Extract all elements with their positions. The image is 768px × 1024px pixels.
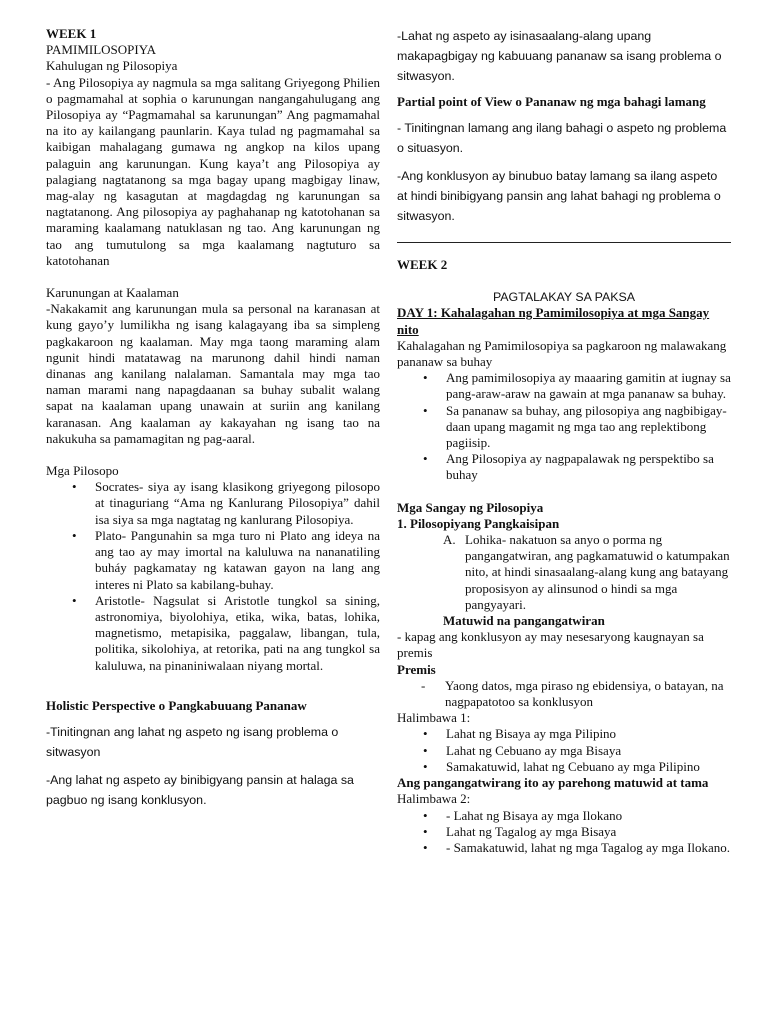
day1-heading: DAY 1: Kahalagahan ng Pamimilosopiya at mga Sangay nito: [397, 305, 710, 337]
list-item: • Plato- Pangunahin sa mga turo ni Plato ang ideya na ang tao ay may imortal na kaluluwa na nananatiling buháy pagkamatay ng katawan gayon na lang ang interes ni Plato sa kabilang-buhay.: [46, 528, 380, 593]
partial-paragraph-2: -Ang konklusyon ay binubuo batay lamang sa ilang aspeto at hindi binibigyang pansin ang lahat bahagi ng problema o sitwasyon.: [397, 169, 721, 224]
branches-heading: Mga Sangay ng Pilosopiya: [397, 499, 544, 515]
branch-1-heading: 1. Pilosopiyang Pangkaisipan: [397, 515, 560, 531]
premis-heading: Premis: [397, 661, 436, 677]
premis-list: [397, 678, 731, 710]
example-1-label: Halimbawa 1:: [397, 710, 471, 726]
list-item: - Yaong datos, mga piraso ng ebidensiya, o batayan, na nagpapatotoo sa konklusyon: [397, 678, 731, 710]
list-item: • Lahat ng Bisaya ay mga Pilipino: [397, 726, 731, 742]
partial-heading: Partial point of View o Pananaw ng mga bahagi lamang: [397, 94, 706, 109]
knowledge-paragraph: -Nakakamit ang karunungan mula sa personal na karanasan at kung gayo’y lumilikha ng isang kalagayang iba sa simpleng pagkakaroon ng kaalaman. May mga taong maraming alam ngunit hindi matatawag na marunong dahil hindi naman dinanas ang kanilang nalalaman. Samantala may mga tao naman marami nang napagdaanan sa buhay subalit walang sapat na kaalaman upang unawain at suriin ang kanilang karanasan. Ang kaalaman ay kakayahan ng isang tao na nakukuha sa pamamagitan ng pag-aaral.: [46, 301, 380, 446]
section-divider: [397, 242, 731, 243]
right-column: [397, 26, 731, 856]
holistic-heading: Holistic Perspective o Pangkabuuang Pananaw: [46, 697, 307, 713]
logic-item: [397, 532, 731, 613]
left-column: [46, 26, 380, 810]
knowledge-heading: Karunungan at Kaalaman: [46, 285, 179, 301]
list-item: • Sa pananaw sa buhay, ang pilosopiya ang nagbibigay-daan upang magamit ng mga tao ang replektibong pagiisip.: [397, 403, 731, 452]
topic-heading: PAGTALAKAY SA PAKSA: [492, 290, 636, 305]
list-item: • - Lahat ng Bisaya ay mga Ilokano: [397, 808, 731, 824]
valid-reasoning-heading: Matuwid na pangangatwiran: [443, 613, 605, 629]
week1-heading: WEEK 1: [46, 26, 97, 41]
list-item: • Lahat ng Tagalog ay mga Bisaya: [397, 824, 731, 840]
list-item: • Samakatuwid, lahat ng Cebuano ay mga Pilipino: [397, 759, 731, 775]
philosophers-heading: Mga Pilosopo: [46, 463, 119, 479]
conclusion-heading: Ang pangangatwirang ito ay parehong matuwid at tama: [397, 775, 709, 791]
list-item: • Lahat ng Cebuano ay mga Bisaya: [397, 743, 731, 759]
example-1-list: [397, 726, 731, 775]
valid-reasoning-text: - kapag ang konklusyon ay may nesesaryong kaugnayan sa premis: [397, 629, 704, 661]
intro-paragraph: - Ang Pilosopiya ay nagmula sa mga salitang Griyegong Philien o pagmamahal at sophia o karunungan nangangahulugang ang Pilosopiya ay “Pagmamahal sa karunungan” Ang pagmamahal na ito ay kailangang paunlarin. Kaya tulad ng pagmamahal sa kaibigan mahalagang gumawa ng angkop na kilos upang palaguin ang karunungan. Kung kaya’t ang Pilosopiya ay palagiang nagtatanong sa mga bagay upang magbigay linaw, mag-alay ng kasagutan at magdagdag ng karunungan sa nagtatanong. Ang pilosopiya ay paghahanap ng katotohanan sa maraming kaalamang natuklasan ng tao. Ang karunungan ng tao ang tumutulong sa mga kaalamang nagtuturo sa katotohanan: [46, 74, 380, 268]
philosophers-list: [46, 479, 380, 673]
holistic-paragraph-3: -Lahat ng aspeto ay isinasaalang-alang upang makapagbigay ng kabuuang pananaw sa isang problema o sitwasyon.: [397, 29, 722, 83]
list-item: • - Samakatuwid, lahat ng mga Tagalog ay mga Ilokano.: [397, 840, 731, 856]
subtitle: Kahulugan ng Pilosopiya: [46, 58, 178, 74]
week2-heading: WEEK 2: [397, 257, 448, 273]
holistic-paragraph-2: -Ang lahat ng aspeto ay binibigyang pansin at halaga sa pagbuo ng isang konklusyon.: [46, 772, 354, 807]
page-title: PAMIMILOSOPIYA: [46, 42, 157, 58]
example-2-label: Halimbawa 2:: [397, 791, 471, 807]
list-item: • Aristotle- Nagsulat si Aristotle tungkol sa sining, astronomiya, biyolohiya, etika, wika, batas, lohika, magnetismo, metapisika, paggalaw, libangan, tula, politika, sikolohiya, at retorika, pati na ang tungkol sa kaluluwa, na pinaniniwalaan niyang mortal.: [46, 593, 380, 674]
logic-label: A.: [443, 532, 456, 548]
importance-list: [397, 370, 731, 483]
importance-intro: Kahalagahan ng Pamimilosopiya sa pagkaroon ng malawakang pananaw sa buhay: [397, 337, 727, 370]
list-item: • Ang pamimilosopiya ay maaaring gamitin at iugnay sa pang-araw-araw na gawain at mga pananaw sa buhay.: [397, 370, 731, 402]
logic-text: Lohika- nakatuon sa anyo o porma ng pangangatwiran, ang pagkamatuwid o katumpakan nito, at hindi sinasaalang-alang kung ang batayang proposisyon ay alinsunod o hindi sa mga pangyayari.: [465, 532, 730, 612]
example-2-list: [397, 808, 731, 857]
holistic-paragraph-1: -Tinitingnan ang lahat ng aspeto ng isang problema o sitwasyon: [46, 724, 339, 759]
list-item: • Socrates- siya ay isang klasikong griyegong pilosopo at tinaguriang “Ama ng Kanlurang Pilosopiya” dahil isa siya sa mga nagtatag ng kanlurang Pilosopiya.: [46, 479, 380, 528]
partial-paragraph-1: - Tinitingnan lamang ang ilang bahagi o aspeto ng problema o situasyon.: [397, 121, 727, 156]
list-item: • Ang Pilosopiya ay nagpapalawak ng perspektibo sa buhay: [397, 451, 731, 483]
